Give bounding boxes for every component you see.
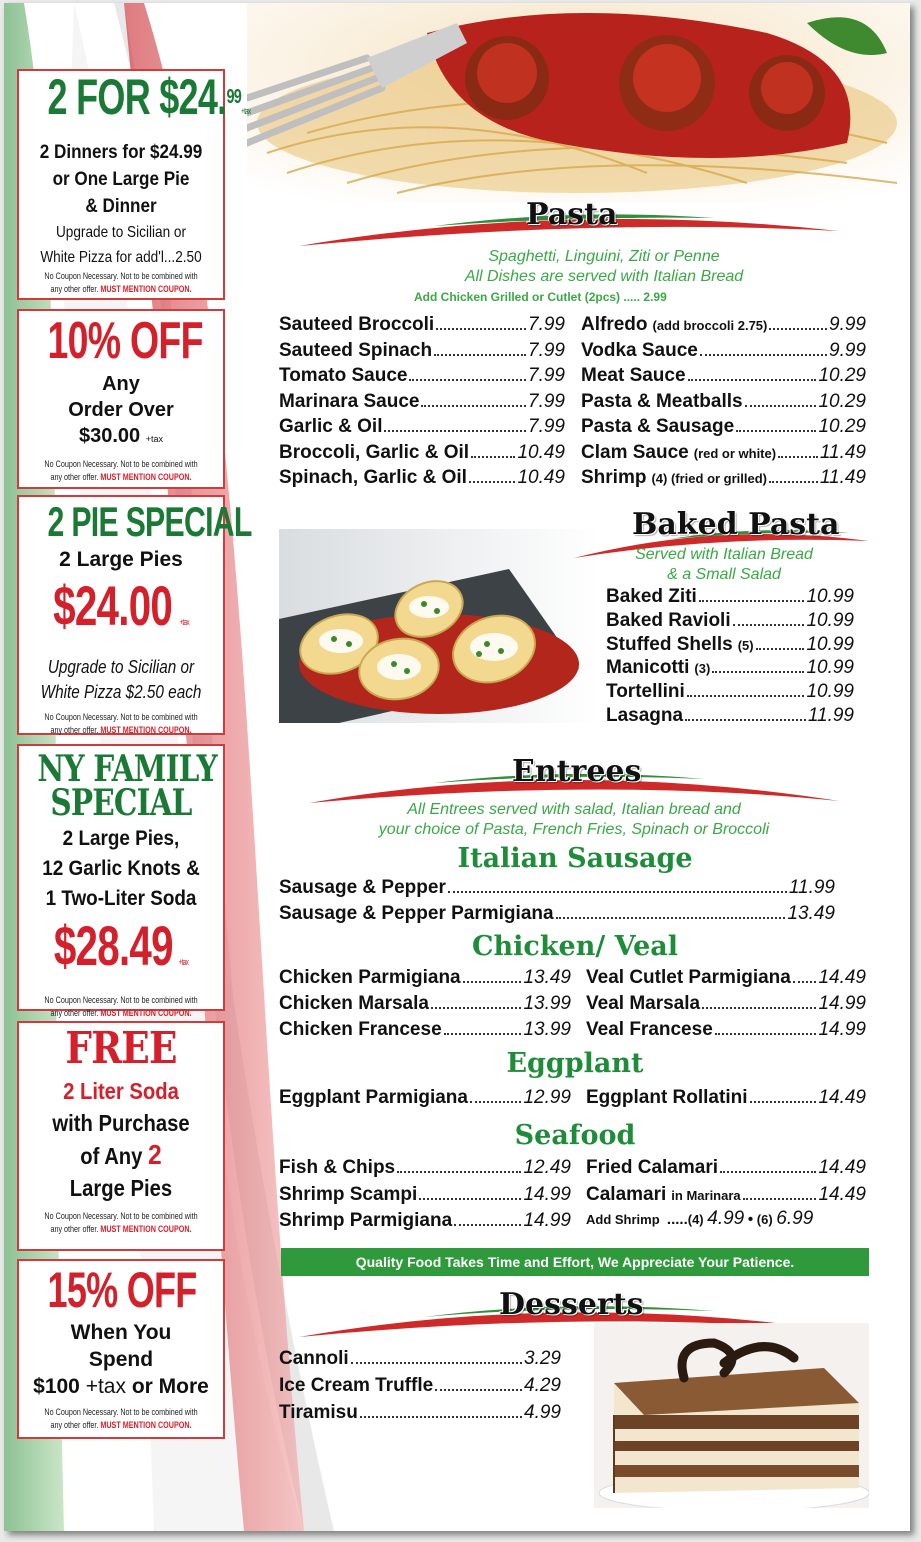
menu-item	[279, 467, 565, 489]
item-price: 7.99	[528, 390, 565, 412]
menu-item	[586, 993, 866, 1015]
item-name: Veal Francese	[586, 1019, 713, 1040]
item-note: (3)	[694, 661, 711, 677]
item-name: Lasagna	[606, 705, 684, 726]
coupon-line: Order Over	[68, 399, 174, 421]
coupon-line: of Any 2	[80, 1139, 162, 1170]
item-price: 10.29	[818, 365, 866, 386]
coupon-line: Upgrade to Sicilian or	[47, 657, 195, 677]
italian-sausage-heading: Italian Sausage	[457, 843, 693, 874]
menu-item	[279, 903, 835, 925]
coupon-headline: SPECIAL	[50, 782, 192, 824]
coupon-headline: 15% OFF	[47, 1262, 197, 1318]
item-price: 10.99	[806, 657, 854, 679]
dot-leader	[397, 1171, 521, 1173]
coupon-price: $24.00 +tax	[53, 574, 189, 637]
dot-leader	[712, 671, 804, 673]
item-price: 13.49	[523, 967, 571, 988]
dot-leader	[769, 328, 827, 330]
item-price: 7.99	[528, 339, 565, 361]
item-price: 10.99	[806, 633, 854, 655]
item-price: 11.99	[807, 705, 854, 726]
coupon-line: Large Pies	[69, 1175, 173, 1201]
coupon-line: 2 Dinners for $24.99	[39, 142, 203, 163]
menu-item	[279, 314, 565, 336]
chicken-veal-heading: Chicken/ Veal	[472, 931, 678, 962]
entrees-title: Entrees	[512, 754, 642, 789]
item-price: 7.99	[528, 365, 565, 386]
item-price: 14.49	[818, 1157, 866, 1178]
coupon-fine-print: No Coupon Necessary. Not to be combined with any other offer. MUST MENTION COUPON.	[44, 712, 198, 735]
item-name: Baked Ravioli	[606, 609, 731, 631]
dot-leader	[419, 1198, 521, 1200]
item-price: 11.49	[819, 441, 866, 463]
item-price: 14.49	[818, 967, 866, 988]
dot-leader	[360, 1416, 522, 1418]
dot-leader	[434, 354, 526, 356]
tiramisu-photo	[594, 1323, 869, 1508]
coupon-line: 1 Two-Liter Soda	[45, 887, 197, 910]
item-name: Shrimp Parmigiana	[279, 1210, 453, 1231]
item-name: Garlic & Oil	[279, 416, 383, 437]
dot-leader	[700, 354, 827, 356]
coupon-line: 2 Liter Soda	[63, 1078, 179, 1104]
item-name: Shrimp Scampi	[279, 1183, 418, 1205]
baked-pasta-title: Baked Pasta	[632, 507, 840, 542]
item-name: Sauteed Broccoli	[279, 314, 435, 335]
item-price: 7.99	[528, 416, 565, 437]
dot-leader	[431, 1007, 521, 1009]
menu-item	[586, 1019, 866, 1041]
coupon-line: White Pizza for add'l...2.50	[40, 249, 202, 266]
menu-item	[581, 467, 866, 489]
coupon-fine-print: No Coupon Necessary. Not to be combined with any other offer. MUST MENTION COUPON.	[44, 271, 198, 294]
eggplant-heading: Eggplant	[506, 1048, 644, 1079]
menu-item	[606, 681, 854, 703]
dot-leader	[715, 1033, 817, 1035]
item-price: 9.99	[829, 339, 866, 361]
item-name: Baked Ziti	[606, 586, 697, 607]
coupon-headline: 10% OFF	[47, 312, 203, 370]
item-price: 14.99	[818, 1019, 866, 1040]
pasta-meatballs-photo	[247, 3, 910, 203]
dot-leader	[556, 917, 786, 919]
item-name: Fried Calamari	[586, 1157, 718, 1178]
menu-item	[581, 416, 866, 438]
item-name: Sauteed Spinach	[279, 339, 433, 361]
item-price: 13.49	[787, 903, 835, 924]
coupon-line: with Purchase	[52, 1110, 190, 1136]
item-note: (add broccoli 2.75)	[652, 318, 768, 333]
dot-leader	[421, 405, 526, 407]
coupon-line: $30.00 +tax	[79, 425, 163, 447]
seafood-heading: Seafood	[514, 1120, 636, 1151]
menu-page	[4, 3, 910, 1531]
item-name: Alfredo	[581, 314, 648, 335]
item-price: 4.99	[524, 1402, 561, 1423]
menu-item	[279, 1375, 561, 1397]
menu-item	[279, 1184, 571, 1206]
item-name: Eggplant Parmigiana	[279, 1087, 468, 1108]
menu-item	[606, 657, 854, 679]
item-name: Spinach, Garlic & Oil	[279, 467, 467, 488]
item-price: 14.99	[523, 1183, 571, 1205]
menu-item	[606, 634, 854, 656]
item-name: Chicken Marsala	[279, 993, 429, 1014]
item-note: in Marinara	[671, 1187, 741, 1203]
item-price: 13.99	[523, 1019, 571, 1040]
menu-item	[279, 967, 571, 989]
patience-banner: Quality Food Takes Time and Effort, We Appreciate Your Patience.	[281, 1248, 869, 1276]
item-name: Ice Cream Truffle	[279, 1375, 434, 1396]
dot-leader	[469, 481, 516, 483]
menu-item	[279, 365, 565, 387]
coupon-headline: NY FAMILY	[37, 748, 217, 790]
dot-leader	[702, 1007, 816, 1009]
dot-leader	[778, 456, 818, 458]
menu-item	[606, 610, 854, 632]
item-price: 4.29	[524, 1375, 561, 1396]
item-price: 14.99	[523, 1210, 571, 1231]
item-price: 9.99	[829, 314, 866, 335]
menu-item	[279, 340, 565, 362]
item-name: Pasta & Meatballs	[581, 390, 743, 412]
item-price: 10.29	[818, 416, 866, 437]
item-price: 14.49	[818, 1087, 866, 1108]
item-name: Tortellini	[606, 681, 685, 703]
coupon-line: $100 +tax or More	[33, 1375, 209, 1398]
menu-item	[279, 1019, 571, 1041]
item-name: Veal Cutlet Parmigiana	[586, 967, 791, 988]
item-price: 10.49	[517, 441, 565, 463]
dot-leader	[471, 456, 515, 458]
dot-leader	[745, 405, 817, 407]
dot-leader	[351, 1362, 522, 1364]
menu-item	[581, 391, 866, 413]
coupon-fine-print: No Coupon Necessary. Not to be combined with any other offer. MUST MENTION COUPON.	[44, 459, 198, 482]
coupon-line: 2 Large Pies,	[62, 827, 180, 850]
coupon-line: 12 Garlic Knots &	[42, 857, 200, 880]
pasta-title: Pasta	[526, 197, 618, 232]
coupon-headline: 2 FOR $24.99+tax	[47, 69, 251, 125]
desserts-title: Desserts	[499, 1287, 644, 1322]
item-note: (5)	[737, 637, 754, 653]
coupon-free-soda	[17, 1021, 225, 1251]
item-name: Shrimp	[581, 467, 647, 488]
item-price: 10.99	[806, 586, 854, 607]
item-name: Eggplant Rollatini	[586, 1087, 748, 1108]
dot-leader	[448, 891, 787, 893]
menu-item	[586, 1184, 866, 1206]
item-name: Veal Marsala	[586, 993, 701, 1014]
item-name: Stuffed Shells	[606, 633, 733, 655]
menu-item	[279, 1157, 571, 1179]
menu-item	[279, 1210, 571, 1232]
entrees-subtitle: All Entrees served with salad, Italian bread and your choice of Pasta, French Fries, Spinach or Broccoli	[378, 801, 770, 838]
dot-leader	[688, 379, 817, 381]
coupon-line: When You	[70, 1321, 172, 1344]
coupon-line: White Pizza $2.50 each	[40, 682, 202, 702]
menu-item	[606, 586, 854, 608]
coupon-15-off	[17, 1259, 225, 1439]
coupon-headline: FREE	[65, 1023, 177, 1074]
coupon-line: Any	[102, 373, 140, 395]
pasta-subtitle: Spaghetti, Linguini, Ziti or Penne All Dishes are served with Italian Bread	[464, 248, 744, 285]
item-price: 13.99	[523, 993, 571, 1014]
dot-leader	[384, 430, 526, 432]
item-price: 3.29	[524, 1348, 561, 1369]
menu-item	[279, 1402, 561, 1424]
dot-leader	[769, 481, 818, 483]
coupon-line: or One Large Pie	[52, 169, 190, 190]
menu-item	[279, 877, 835, 899]
dot-leader	[463, 981, 522, 983]
coupon-ny-family-special	[17, 744, 225, 1018]
menu-item	[586, 1157, 866, 1179]
item-price: 14.49	[818, 1183, 866, 1205]
dot-leader	[743, 1198, 817, 1200]
dot-leader	[435, 1389, 522, 1391]
coupon-2-for-2499	[17, 69, 251, 300]
dot-leader	[436, 328, 526, 330]
menu-item	[581, 340, 866, 362]
menu-item	[279, 416, 565, 438]
coupon-fine-print: No Coupon Necessary. Not to be combined with any other offer. MUST MENTION COUPON.	[44, 1211, 198, 1234]
item-name: Meat Sauce	[581, 365, 686, 386]
baked-subtitle: Served with Italian Bread & a Small Salad	[635, 546, 813, 583]
stuffed-shells-photo	[279, 529, 599, 723]
item-price: 7.99	[528, 314, 565, 335]
item-name: Chicken Parmigiana	[279, 967, 461, 988]
item-note: (red or white)	[693, 445, 777, 461]
item-name: Marinara Sauce	[279, 390, 420, 412]
menu-item	[581, 442, 866, 464]
coupon-2-pie-special	[17, 495, 252, 735]
dot-leader	[720, 1171, 816, 1173]
item-name: Manicotti	[606, 657, 690, 679]
menu-item	[581, 314, 866, 336]
item-price: 11.49	[819, 467, 866, 488]
pasta-add-chicken: Add Chicken Grilled or Cutlet (2pcs) ..... 2.99	[414, 290, 667, 304]
menu-item	[279, 391, 565, 413]
dot-leader	[409, 379, 526, 381]
item-name: Tiramisu	[279, 1402, 358, 1423]
menu-item	[279, 1087, 571, 1109]
item-name: Sausage & Pepper	[279, 877, 446, 898]
coupon-line: & Dinner	[85, 196, 157, 217]
item-name: Sausage & Pepper Parmigiana	[279, 903, 554, 924]
coupon-price: $28.49 +tax	[53, 914, 189, 977]
dot-leader	[687, 695, 805, 697]
item-name: Broccoli, Garlic & Oil	[279, 441, 470, 463]
dot-leader	[444, 1033, 522, 1035]
item-price: 12.49	[523, 1157, 571, 1178]
item-note: (4) (fried or grilled)	[651, 471, 768, 486]
dot-leader	[454, 1224, 521, 1226]
item-name: Cannoli	[279, 1348, 349, 1369]
dot-leader	[736, 430, 816, 432]
item-name: Calamari	[586, 1183, 667, 1205]
item-price: 14.99	[818, 993, 866, 1014]
item-name: Fish & Chips	[279, 1157, 396, 1178]
dot-leader	[685, 719, 806, 721]
coupon-fine-print: No Coupon Necessary. Not to be combined with any other offer. MUST MENTION COUPON.	[44, 1407, 198, 1430]
dot-leader	[733, 624, 805, 626]
coupon-line: Upgrade to Sicilian or	[55, 224, 187, 241]
coupon-line: 2 Large Pies	[59, 548, 183, 571]
menu-item	[279, 1348, 561, 1370]
menu-item	[586, 1087, 866, 1109]
dot-leader	[756, 648, 805, 650]
item-name: Vodka Sauce	[581, 339, 698, 361]
dot-leader	[699, 600, 805, 602]
menu-item	[279, 993, 571, 1015]
dot-leader	[750, 1101, 817, 1103]
coupon-fine-print: No Coupon Necessary. Not to be combined with any other offer. MUST MENTION COUPON.	[44, 995, 198, 1018]
menu-item	[606, 705, 854, 727]
item-price: 10.29	[818, 390, 866, 412]
coupon-10-off	[17, 309, 225, 489]
menu-item	[581, 365, 866, 387]
coupon-headline: 2 PIE SPECIAL	[47, 498, 252, 545]
item-name: Tomato Sauce	[279, 365, 408, 386]
item-name: Chicken Francese	[279, 1019, 442, 1040]
item-price: 12.99	[523, 1087, 571, 1108]
add-shrimp-line: Add Shrimp ..... (4) 4.99 • (6) 6.99	[586, 1208, 814, 1229]
item-name: Pasta & Sausage	[581, 416, 735, 437]
item-price: 11.99	[788, 877, 835, 898]
menu-item	[586, 967, 866, 989]
dot-leader	[470, 1101, 521, 1103]
item-price: 10.49	[517, 467, 565, 488]
item-price: 10.99	[806, 681, 854, 703]
coupon-line: Spend	[88, 1348, 154, 1371]
dot-leader	[793, 981, 817, 983]
menu-item	[279, 442, 565, 464]
item-price: 10.99	[806, 609, 854, 631]
item-name: Clam Sauce	[581, 441, 689, 463]
